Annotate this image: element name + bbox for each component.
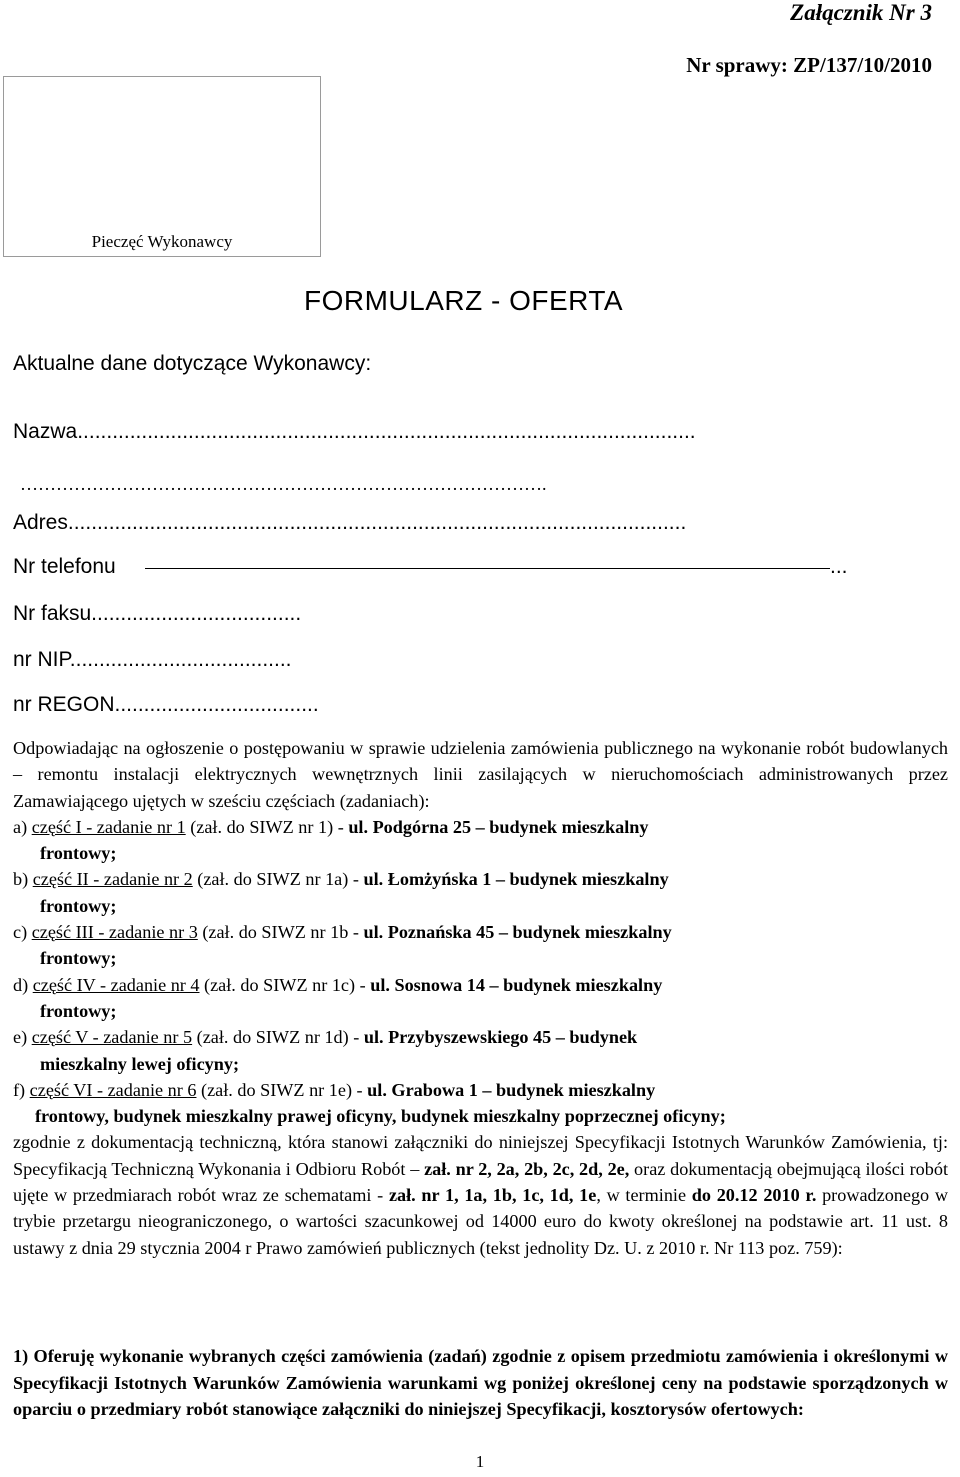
list-item (13, 1024, 948, 1077)
offer-body (13, 735, 948, 1261)
case-number: Nr sprawy: ZP/137/10/2010 (686, 53, 932, 77)
part-address: ul. Przybyszewskiego 45 – budynek (363, 1027, 638, 1048)
part-ref: (zał. do SIWZ nr 1) - (185, 816, 349, 837)
part-ref: (zał. do SIWZ nr 1c) - (199, 974, 371, 995)
intro-paragraph: Odpowiadając na ogłoszenie o postępowaniu w sprawie udzielenia zamówienia publicznego na wykonanie robót budowlanych – remontu instalacji elektrycznych wewnętrznych linii zasilających w nieruchomościach administrowanych przez Zamawiającego ujętych w sześciu częściach (zadaniach): (13, 738, 948, 811)
address-field[interactable]: Adres.......................................................................................................... (13, 511, 687, 534)
regon-field[interactable]: nr REGON................................... (13, 693, 319, 716)
stamp-label: Pieczęć Wykonawcy (91, 232, 233, 251)
part-continuation: mieszkalny lewej oficyny; (40, 1053, 240, 1074)
closing-text: zgodnie z dokumentacją techniczną, która stanowi załączniki do niniejszej Specyfikacji Istotnych Warunków Zamówienia, tj: Specyfikacją Techniczną Wykonania i Odbioru Robót – (13, 1132, 948, 1179)
closing-text: oraz dokumentacją obejmującą ilości robót ujęte w przedmiarach robót wraz ze schematami - (13, 1158, 948, 1206)
parts-list (13, 814, 948, 1130)
contractor-heading: Aktualne dane dotyczące Wykonawcy: (13, 352, 372, 375)
part-ref: (zał. do SIWZ nr 1d) - (192, 1027, 364, 1048)
offer-statement: 1) Oferuję wykonanie wybranych części zamówienia (zadań) zgodnie z opisem przedmiotu zamówienia i określonymi w Specyfikacji Istotnych Warunków Zamówienia warunkami wg poniżej określonej ceny na podstawie sporządzonych w oparciu o przedmiary robót stanowiące załączniki do niniejszej Specyfikacji, kosztorysów ofertowych: (13, 1346, 948, 1419)
part-address: ul. Grabowa 1 – budynek mieszkalny (367, 1079, 656, 1100)
name-field[interactable]: Nazwa.......................................................................................................... (13, 420, 696, 443)
list-item (13, 919, 948, 972)
closing-text: , w terminie (596, 1185, 692, 1206)
part-address: ul. Łomżyńska 1 – budynek mieszkalny (363, 869, 669, 890)
closing-annex-ref: zał. nr 2, 2a, 2b, 2c, 2d, 2e, (424, 1158, 630, 1179)
list-item (13, 972, 948, 1025)
part-prefix: d) (13, 974, 33, 995)
closing-text: prowadzonego w trybie przetargu nieograniczonego, o wartości szacunkowej od 14000 euro do kwoty określonej na podstawie art. 11 ust. 8 ustawy z dnia 29 stycznia 2004 r Prawo zamówień publicznych (tekst jednolity Dz. U. z 2010 r. Nr 113 poz. 759): (13, 1185, 949, 1258)
part-link[interactable]: część III - zadanie nr 3 (31, 922, 198, 943)
part-ref: (zał. do SIWZ nr 1b - (197, 922, 364, 943)
part-link[interactable]: część II - zadanie nr 2 (32, 869, 193, 890)
part-prefix: e) (13, 1027, 32, 1048)
list-item (13, 814, 948, 867)
part-continuation: frontowy; (40, 948, 117, 969)
part-prefix: f) (13, 1079, 30, 1100)
closing-annex-ref: zał. nr 1, 1a, 1b, 1c, 1d, 1e (388, 1185, 597, 1206)
part-link[interactable]: część V - zadanie nr 5 (31, 1027, 193, 1048)
part-prefix: b) (13, 869, 33, 890)
list-item (13, 866, 948, 919)
part-prefix: c) (13, 922, 32, 943)
closing-paragraph (13, 1129, 948, 1260)
part-prefix: a) (13, 816, 32, 837)
form-title: FORMULARZ - OFERTA (304, 285, 624, 316)
part-address: ul. Podgórna 25 – budynek mieszkalny (348, 816, 649, 837)
nip-field[interactable]: nr NIP...................................... (13, 648, 292, 671)
part-continuation: frontowy; (40, 895, 117, 916)
part-address: ul. Sosnowa 14 – budynek mieszkalny (370, 974, 663, 995)
phone-field-label: Nr telefonu (13, 555, 116, 578)
name-field-continuation[interactable]: ……………………………………………………………………………. (20, 474, 547, 494)
closing-deadline: do 20.12 2010 r. (691, 1185, 817, 1206)
part-ref: (zał. do SIWZ nr 1e) - (196, 1079, 368, 1100)
part-link[interactable]: część I - zadanie nr 1 (31, 816, 186, 837)
fax-field[interactable]: Nr faksu.................................... (13, 602, 302, 625)
part-link[interactable]: część IV - zadanie nr 4 (32, 974, 200, 995)
part-continuation: frontowy; (40, 1000, 117, 1021)
contractor-stamp-box (3, 76, 321, 257)
part-address: ul. Poznańska 45 – budynek mieszkalny (363, 922, 672, 943)
part-link[interactable]: część VI - zadanie nr 6 (29, 1079, 197, 1100)
phone-field-end: ... (830, 555, 848, 578)
list-item (13, 1077, 948, 1130)
part-continuation: frontowy; (40, 843, 117, 864)
part-continuation: frontowy, budynek mieszkalny prawej oficyny, budynek mieszkalny poprzecznej oficyny; (35, 1106, 726, 1127)
phone-field-line[interactable] (145, 568, 830, 569)
annex-label: Załącznik Nr 3 (790, 0, 932, 25)
part-ref: (zał. do SIWZ nr 1a) - (192, 869, 364, 890)
page-number: 1 (475, 1452, 485, 1471)
